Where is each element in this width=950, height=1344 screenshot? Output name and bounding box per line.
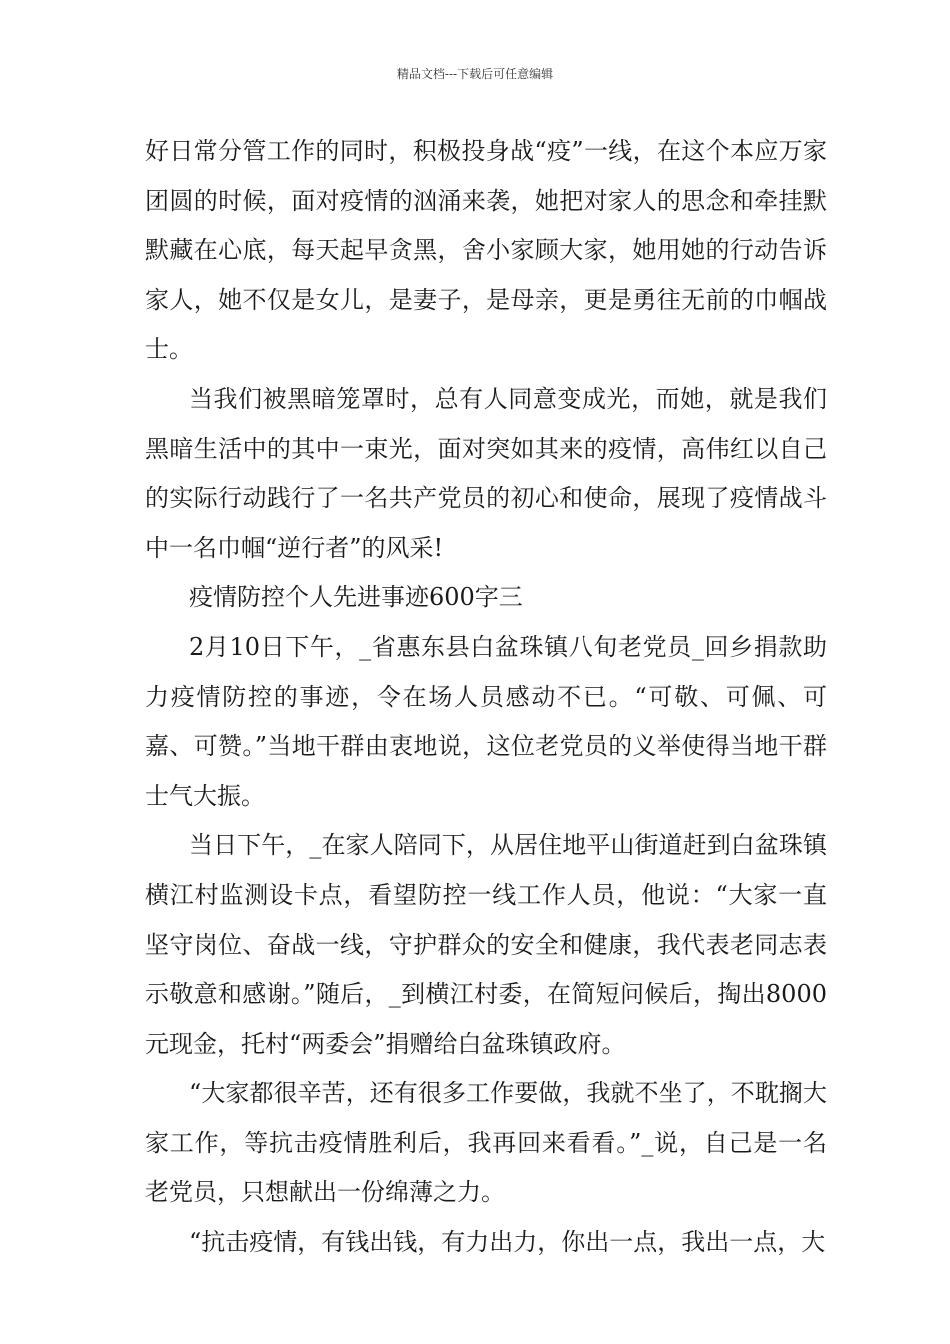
- paragraph: “大家都很辛苦，还有很多工作要做，我就不坐了，不耽搁大家工作，等抗击疫情胜利后，我再回来看看。”_说，自己是一名老党员，只想献出一份绵薄之力。: [145, 1079, 827, 1207]
- paragraph-continuation: 好日常分管工作的同时，积极投身战“疫”一线，在这个本应万家团圆的时候，面对疫情的汹涌来袭，她把对家人的思念和牵挂默默藏在心底，每天起早贪黑，舍小家顾大家，她用她的行动告诉家人，她不仅是女儿，是妻子，是母亲，更是勇往无前的巾帼战士。: [145, 137, 827, 364]
- document-body: [145, 127, 827, 1268]
- paragraph: 2月10日下午，_省惠东县白盆珠镇八旬老党员_回乡捐款助力疫情防控的事迹，令在场人员感动不已。“可敬、可佩、可嘉、可赞。”当地干群由衷地说，这位老党员的义举使得当地干群士气大振。: [145, 632, 827, 810]
- section-heading: 疫情防控个人先进事迹600字三: [189, 583, 523, 612]
- paragraph: 当我们被黑暗笼罩时，总有人同意变成光，而她，就是我们黑暗生活中的其中一束光，面对突如其来的疫情，高伟红以自己的实际行动践行了一名共产党员的初心和使命，展现了疫情战斗中一名巾帼“逆行者”的风采!: [145, 384, 827, 562]
- paragraph: “抗击疫情，有钱出钱，有力出力，你出一点，我出一点，大: [189, 1228, 826, 1257]
- page-header: 精品文档---下载后可任意编辑: [396, 67, 554, 81]
- paragraph: 当日下午，_在家人陪同下，从居住地平山街道赶到白盆珠镇横江村监测设卡点，看望防控一线工作人员，他说：“大家一直坚守岗位、奋战一线，守护群众的安全和健康，我代表老同志表示敬意和感谢。”随后，_到横江村委，在简短问候后，掏出8000元现金，托村“两委会”捐赠给白盆珠镇政府。: [145, 831, 827, 1058]
